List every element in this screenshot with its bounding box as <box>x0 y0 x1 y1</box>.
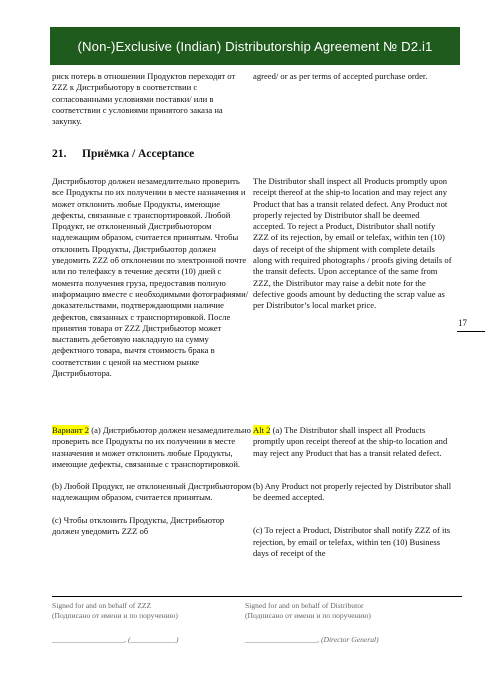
alt2-en-c: (c) To reject a Product, Distributor shall notify ZZZ of its rejection, by email or telefax, within ten (10) Business days of receipt of the <box>253 525 451 559</box>
continuation-ru-text: риск потерь в отношении Продуктов переходят от ZZZ к Дистрибьютору в соответствии с согласованными условиями поставки/ или в соответствии с условиями принятого заказа на закупку. <box>52 71 236 127</box>
signature-right-blank: ___________________, (Director General) <box>245 635 379 644</box>
clause-main-en-text: The Distributor shall inspect all Products promptly upon receipt thereof at the ship-to location and may reject any Product that has a transit related defect. Any Product not properly rejected by Distributor shall be deemed accepted. To reject a Product, Distributor shall notify ZZZ of its rejection, by email or telefax, within ten (10) days of receipt of the shipment with complete details along with required photographs / proofs giving details of the transit defects. Upon acceptance of the same from ZZZ, the Distributor may raise a debit note for the defective goods amount by deducting the scrap value as per Distributor’s local market price. <box>253 176 452 311</box>
alt2-ru <box>52 425 252 537</box>
clause-main-en <box>253 176 453 312</box>
alt2-en-highlight: Alt 2 <box>253 425 271 435</box>
continuation-en <box>253 71 453 82</box>
document-header-bar <box>50 27 460 65</box>
clause-main-ru-text: Дистрибьютор должен незамедлительно проверить все Продукты по их получении в месте назначения и может отклонить любые Продукты, имеющие дефекты, связанные с транспортировкой. Любой Продукт, не отклоненный Дистрибьютором надлежащим образом, считается принятым. Чтобы отклонить Продукты, Дистрибьютор должен уведомить ZZZ об отклонении по электронной почте или по телефаксу в течение десяти (10) дней с момента получения груза, предоставив полную информацию вместе с необходимыми фотографиями/доказательствами, подтверждающими наличие дефектов, связанных с транспортировкой. После принятия товара от ZZZ Дистрибьютор может выставить дебетовую накладную на сумму дефектного товара, вычтя стоимость брака в соответствии с ценой на местном рынке Дистрибьютора. <box>52 176 249 379</box>
alt2-en-a <box>253 425 453 459</box>
section-heading <box>52 148 194 160</box>
page-number: 17 <box>458 318 467 328</box>
signature-right-ru: (Подписано от имени и по поручению) <box>245 610 371 620</box>
alt2-en-a-text: (a) The Distributor shall inspect all Products promptly upon receipt thereof at the ship-to location and may reject any Product that has a transit related defect. <box>253 425 448 458</box>
signature-left <box>52 601 242 645</box>
signature-right-en: Signed for and on behalf of Distributor <box>245 601 364 610</box>
clause-main-ru <box>52 176 252 379</box>
alt2-ru-b: (b) Любой Продукт, не отклоненный Дистрибьютором надлежащим образом, считается принятым. <box>52 481 252 503</box>
page-number-rule <box>457 331 485 332</box>
footer-rule <box>52 596 462 597</box>
continuation-ru <box>52 71 252 127</box>
signature-right <box>245 601 460 645</box>
section-title: Приёмка / Acceptance <box>82 148 195 160</box>
signature-left-ru: (Подписано от имени и по поручению) <box>52 610 178 620</box>
alt2-ru-highlight: Вариант 2 <box>52 425 90 435</box>
alt2-en-b: (b) Any Product not properly rejected by Distributor shall be deemed accepted. <box>253 480 452 503</box>
alt2-en <box>253 425 453 559</box>
alt2-ru-a-text: (a) Дистрибьютор должен незамедлительно проверить все Продукты по их получении в месте назначения и может отклонить любые Продукты, имеющие дефекты, связанные с транспортировкой. <box>52 425 251 469</box>
continuation-en-text: agreed/ or as per terms of accepted purchase order. <box>253 71 428 81</box>
alt2-ru-a <box>52 425 252 470</box>
document-title: (Non-)Exclusive (Indian) Distributorship Agreement № D2.i1 <box>77 38 433 54</box>
alt2-ru-c: (c) Чтобы отклонить Продукты, Дистрибьютор должен уведомить ZZZ об <box>52 514 225 537</box>
section-number: 21. <box>52 148 67 160</box>
signature-left-en: Signed for and on behalf of ZZZ <box>52 601 152 610</box>
signature-left-blank: ___________________, (____________) <box>52 635 179 644</box>
